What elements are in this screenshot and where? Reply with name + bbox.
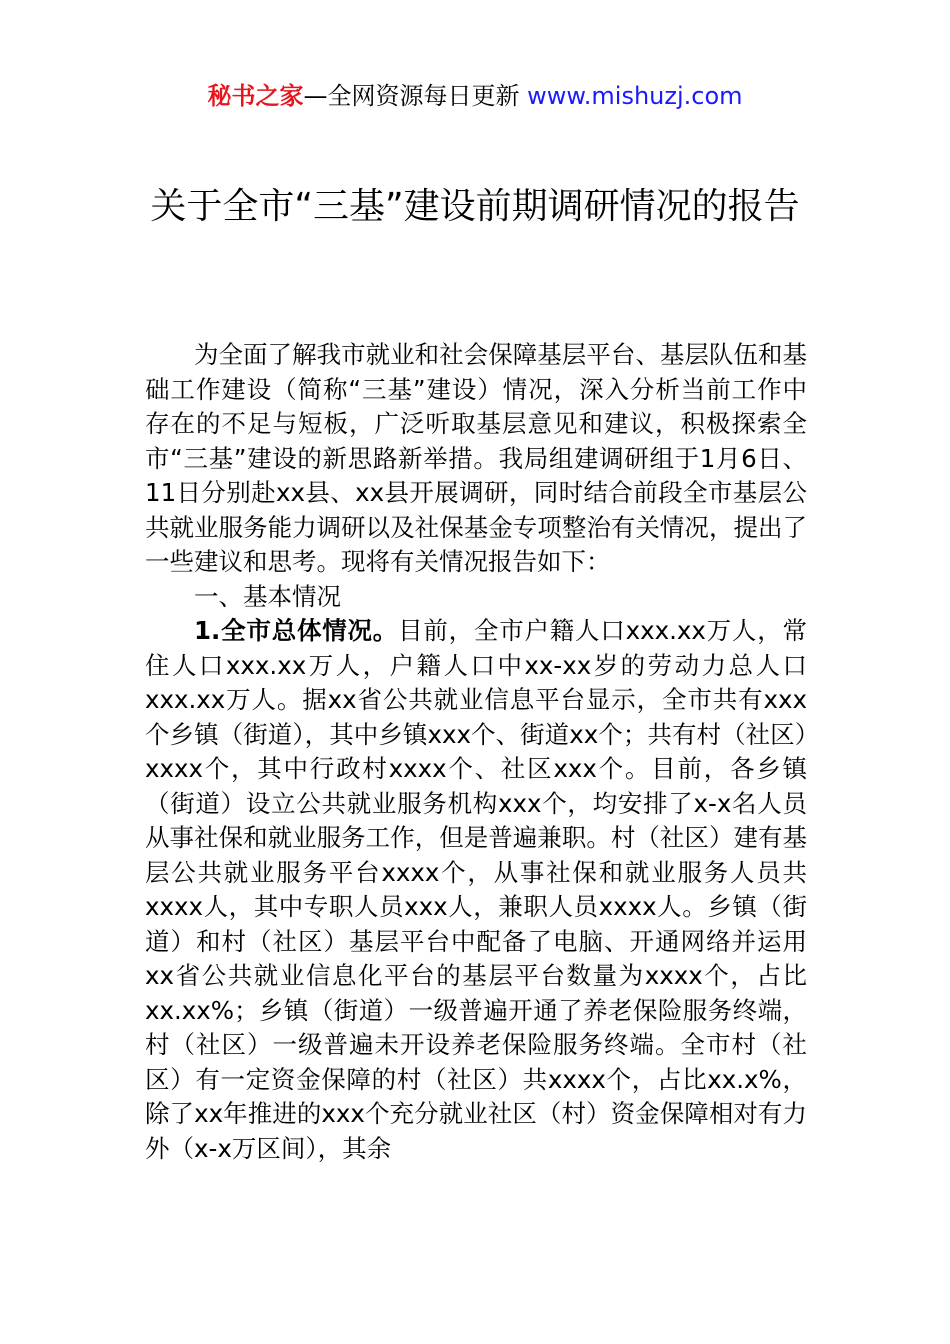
intro-paragraph: 为全面了解我市就业和社会保障基层平台、基层队伍和基础工作建设（简称“三基”建设）情况，深入分析当前工作中存在的不足与短板，广泛听取基层意见和建议，积极探索全市“三基”建设的新思路新举措。我局组建调研组于1月6日、11日分别赴xx县、xx县开展调研，同时结合前段全市基层公共就业服务能力调研以及社保基金专项整治有关情况，提出了一些建议和思考。现将有关情况报告如下： [145,340,807,576]
site-header [0,78,950,114]
site-brand: 秘书之家 [207,82,304,110]
item-text: 目前，全市户籍人口xxx.xx万人，常住人口xxx.xx万人，户籍人口中xx-xx岁的劳动力总人口xxx.xx万人。据xx省公共就业信息平台显示，全市共有xxx个乡镇（街道），其中乡镇xxx个、街道xx个；共有村（社区）xxxx个，其中行政村xxxx个、社区xxx个。目前，各乡镇（街道）设立公共就业服务机构xxx个，均安排了x-x名人员从事社保和就业服务工作，但是普遍兼职。村（社区）建有基层公共就业服务平台xxxx个，从事社保和就业服务人员共xxxx人，其中专职人员xxx人，兼职人员xxxx人。乡镇（街道）和村（社区）基层平台中配备了电脑、开通网络并运用xx省公共就业信息化平台的基层平台数量为xxxx个，占比xx.xx%；乡镇（街道）一级普遍开通了养老保险服务终端，村（社区）一级普遍未开设养老保险服务终端。全市村（社区）有一定资金保障的村（社区）共xxxx个，占比xx.x%，除了xx年推进的xxx个充分就业社区（村）资金保障相对有力外（x-x万区间），其余 [145,616,807,1163]
document-title: 关于全市“三基”建设前期调研情况的报告 [150,186,800,227]
section-heading: 一、基本情况 [194,581,341,611]
item-lead: 1.全市总体情况。 [194,616,399,645]
site-tagline: —全网资源每日更新 [303,82,520,110]
item-paragraph [145,614,807,1166]
site-url-link[interactable]: www.mishuzj.com [527,82,743,110]
document-body [145,338,807,1166]
